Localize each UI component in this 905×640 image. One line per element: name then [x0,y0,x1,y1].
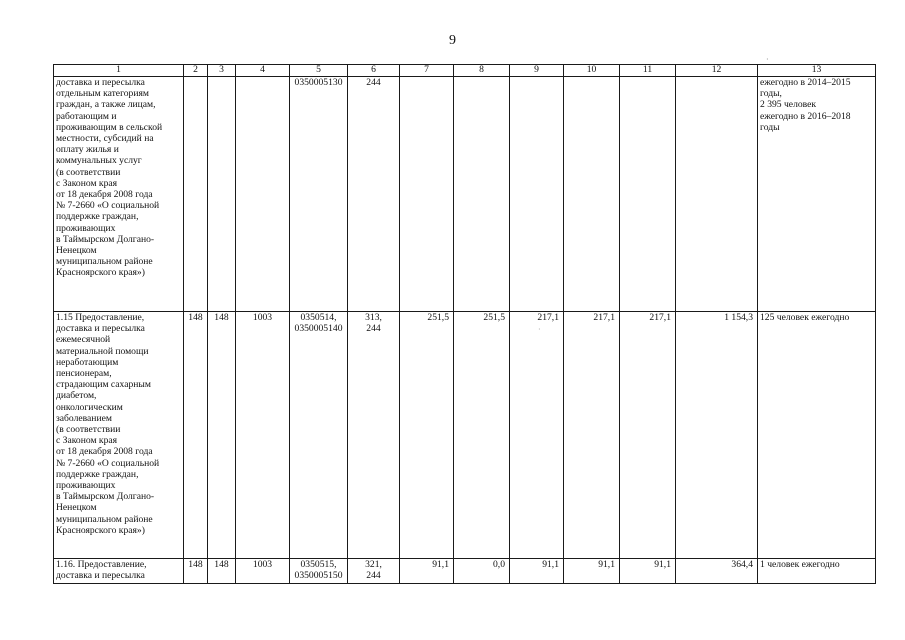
table-row [54,312,876,559]
table-cell: 313, 244 [348,312,400,559]
table-cell [208,77,236,312]
table-cell: 148 [208,559,236,584]
expected-result: ежегодно в 2014–2015 годы, 2 395 человек ежегодно в 2016–2018 годы [758,77,876,312]
table-cell [454,77,510,312]
page-number: 9 [449,33,456,48]
table-cell: 91,1 [510,559,564,584]
table-cell: 148 [184,559,208,584]
table-cell: 251,5 [454,312,510,559]
table-cell: 0350514, 0350005140 [290,312,348,559]
table-cell: 148 [208,312,236,559]
table-cell: 1003 [236,559,290,584]
table-cell: 0,0 [454,559,510,584]
column-header: 5 [290,65,348,77]
table-cell: 217,1 [510,312,564,559]
table-cell: 364,4 [676,559,758,584]
column-header: 9 [510,65,564,77]
table-cell: 251,5 [400,312,454,559]
table-cell [236,77,290,312]
column-header: 11 [620,65,676,77]
table-row [54,77,876,312]
scan-speck: · [538,325,541,334]
measure-description: доставка и пересылка отдельным категориям граждан, а также лицам, работающим и проживающим в сельской местности, субсидий на оплату жилья и коммунальных услуг (в соответствии с Законом края от 18 декабря 2008 года № 7-2660 «О социальной поддержке граждан, проживающих в Таймырском Долгано- Ненецком муниципальном районе Красноярского края») [54,77,184,312]
table-cell: 91,1 [620,559,676,584]
table-cell: 217,1 [564,312,620,559]
budget-table [53,64,876,584]
column-header: 7 [400,65,454,77]
column-header: 12 [676,65,758,77]
expected-result: 125 человек ежегодно [758,312,876,559]
measure-description: 1.15 Предоставление, доставка и пересылка ежемесячной материальной помощи неработающим пенсионерам, страдающим сахарным диабетом, онкологическим заболеванием (в соответствии с Законом края от 18 декабря 2008 года № 7-2660 «О социальной поддержке граждан, проживающих в Таймырском Долгано- Ненецком муниципальном районе Красноярского края») [54,312,184,559]
header-row [54,65,876,77]
table-cell [400,77,454,312]
table-cell [510,77,564,312]
scan-speck: · [766,55,769,64]
table-cell [676,77,758,312]
table-cell: 321, 244 [348,559,400,584]
column-header: 1 [54,65,184,77]
table-cell: 148 [184,312,208,559]
table-row [54,559,876,584]
table-cell: 91,1 [564,559,620,584]
measure-description: 1.16. Предоставление, доставка и пересылка [54,559,184,584]
table-cell: 0350005130 [290,77,348,312]
table-cell: 1003 [236,312,290,559]
column-header: 8 [454,65,510,77]
table-cell: 217,1 [620,312,676,559]
column-header: 3 [208,65,236,77]
column-header: 4 [236,65,290,77]
table-cell: 1 154,3 [676,312,758,559]
table-cell: 91,1 [400,559,454,584]
expected-result: 1 человек ежегодно [758,559,876,584]
table-cell [184,77,208,312]
column-header: 13 [758,65,876,77]
table-cell: 244 [348,77,400,312]
table-cell [564,77,620,312]
column-header: 6 [348,65,400,77]
table-cell: 0350515, 0350005150 [290,559,348,584]
table-cell [620,77,676,312]
column-header: 10 [564,65,620,77]
column-header: 2 [184,65,208,77]
